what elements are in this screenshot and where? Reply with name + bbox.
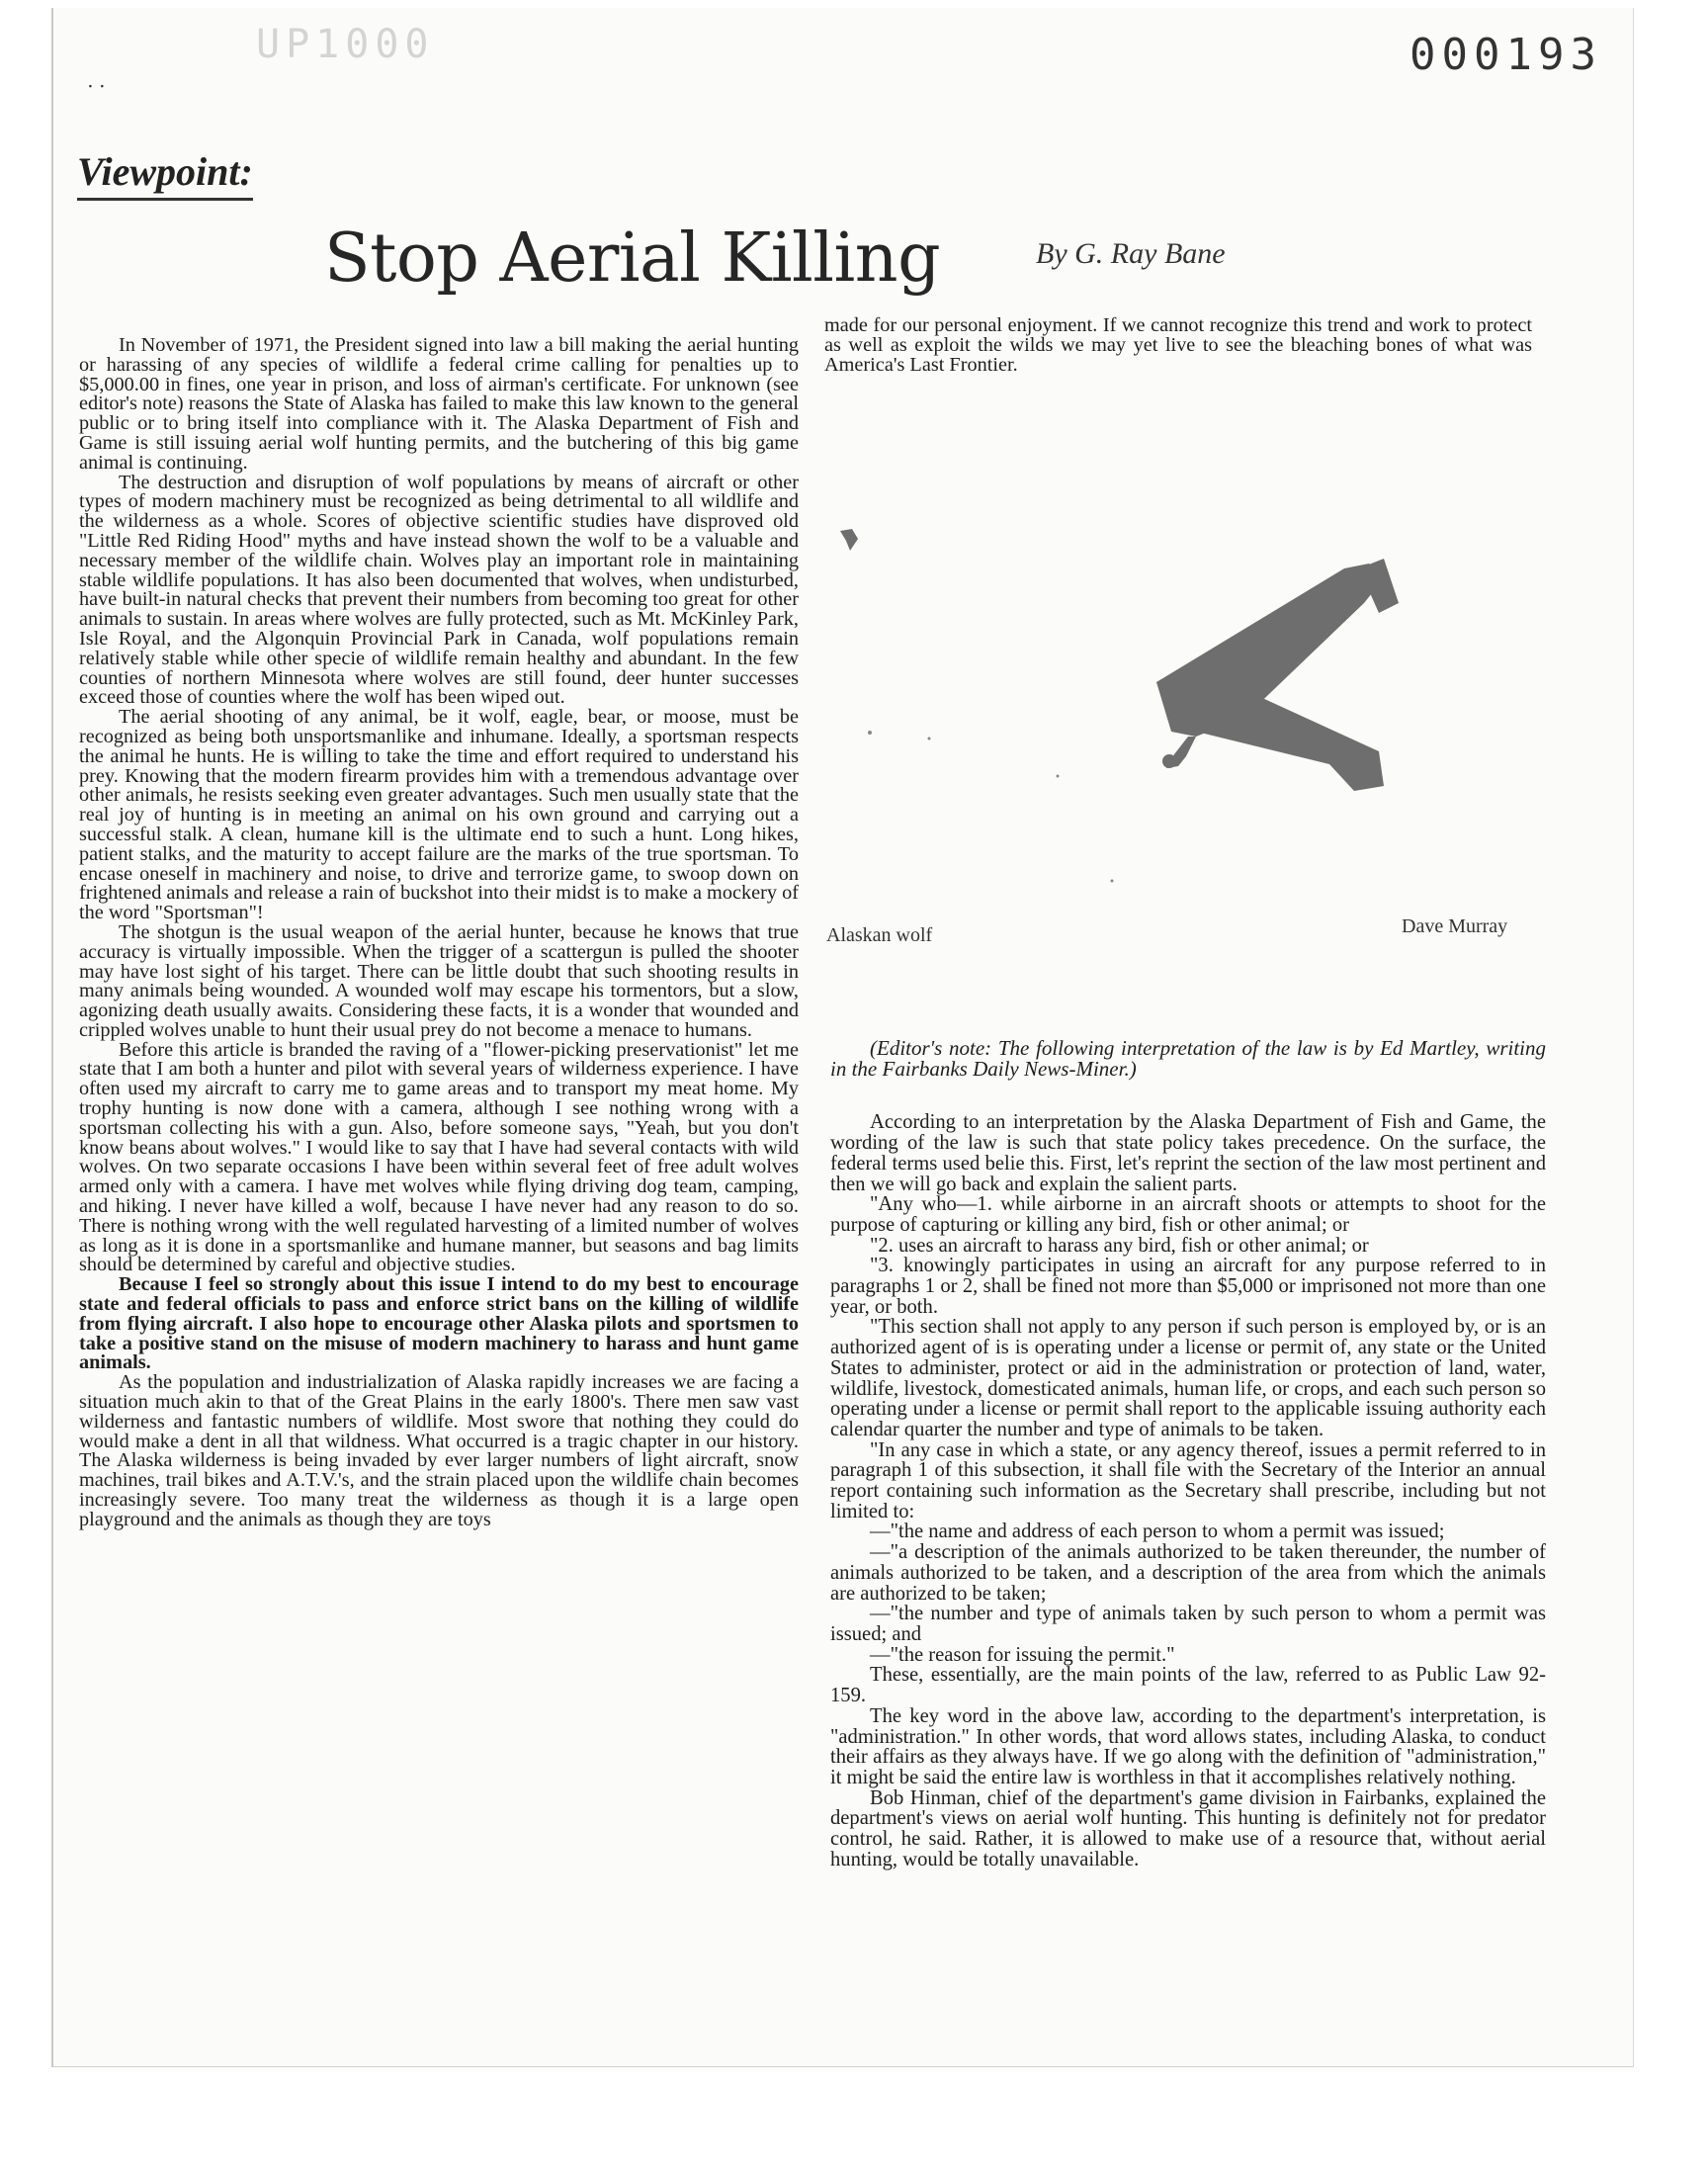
paragraph: made for our personal enjoyment. If we cannot recognize this trend and work to protect as well as exploit the wilds we may yet live to see the bleaching bones of what was America's Last Frontier. xyxy=(824,314,1532,376)
editors-note: (Editor's note: The following interpretation of the law is by Ed Martley, writing in the Fairbanks Daily News-Miner.) xyxy=(830,1036,1546,1081)
paragraph: "3. knowingly participates in using an aircraft for any purpose referred to in paragraphs 1 or 2, shall be fined not more than $5,000 or imprisoned not more than one year, or both. xyxy=(830,1255,1546,1318)
right-column xyxy=(830,1038,1546,1870)
paragraph: "Any who—1. while airborne in an aircraft shoots or attempts to shoot for the purpose of capturing or killing any bird, fish or other animal; or xyxy=(830,1193,1546,1236)
paragraph: In November of 1971, the President signed into law a bill making the aerial hunting or harassing of any species of wildlife a federal crime calling for penalties up to $5,000.00 in fines, one year in prison, and loss of airman's certificate. For unknown (see editor's note) reasons the State of Alaska has failed to make this law known to the general public or to bring itself into compliance with it. The Alaska Department of Fish and Game is still issuing aerial wolf hunting permits, and the butchering of this big game animal is continuing. xyxy=(79,334,799,474)
paragraph: These, essentially, are the main points of the law, referred to as Public Law 92-159. xyxy=(830,1664,1546,1707)
paragraph: The key word in the above law, according to the department's interpretation, is "administration." In other words, that word allows states, including Alaska, to conduct their affairs as they always have. If we go along with the definition of "administration," it might be said the entire law is worthless in that it accomplishes relatively nothing. xyxy=(830,1704,1546,1788)
section-kicker: Viewpoint: xyxy=(77,148,253,201)
article-headline: Stop Aerial Killing xyxy=(324,219,941,298)
paragraph: "In any case in which a state, or any agency thereof, issues a permit referred to in paragraph 1 of this subsection, it shall file with the Secretary of the Interior an annual report containing such information as the Secretary shall prescribe, including but not limited to: xyxy=(830,1438,1546,1522)
paragraph: "This section shall not apply to any person if such person is employed by, or is an authorized agent of is is operating under a license or permit of, any state or the United States to administer, protect or aid in the administration or protection of land, water, wildlife, livestock, domesticated animals, human life, or crops, and each such person so operating under a license or permit shall report to the applicable issuing authority each calendar quarter the number and type of animals to be taken. xyxy=(830,1316,1546,1440)
right-column-continuation xyxy=(824,316,1532,375)
paragraph: "2. uses an aircraft to harass any bird, fish or other animal; or xyxy=(870,1234,1369,1257)
photo-credit: Dave Murray xyxy=(1402,915,1508,937)
photo-caption: Alaskan wolf xyxy=(826,924,933,946)
faint-stamp-number: UP1000 xyxy=(256,22,435,67)
paragraph: —"the reason for issuing the permit." xyxy=(870,1643,1175,1666)
paragraph: The shotgun is the usual weapon of the aerial hunter, because he knows that true accuracy is virtually impossible. When the trigger of a scattergun is pulled the shooter may have lost sight of his target. There can be little doubt that such shooting results in many animals being wounded. A wounded wolf may escape his tormentors, but a slow, agonizing death usually awaits. Considering these facts, it is a wonder that wounded and crippled wolves unable to hunt their usual prey do not become a menace to humans. xyxy=(79,920,799,1041)
paragraph: —"a description of the animals authorized to be taken thereunder, the number of animals authorized to be taken, and a description of the area from which the animals are authorized to be taken; xyxy=(830,1541,1546,1605)
paragraph: As the population and industrialization of Alaska rapidly increases we are facing a situation much akin to that of the Great Plains in the early 1800's. There men saw vast wilderness and fantastic numbers of wildlife. Most swore that nothing they could do would make a dent in all that wildness. What occurred is a tragic chapter in our history. The Alaska wilderness is being invaded by ever larger numbers of light aircraft, snow machines, trail bikes and A.T.V.'s, and the strain placed upon the wildlife chain becomes increasingly severe. Too many treat the wilderness as though it is a large open playground and the animals as though they are toys xyxy=(79,1371,799,1530)
paragraph: —"the name and address of each person to whom a permit was issued; xyxy=(870,1521,1445,1543)
paragraph: —"the number and type of animals taken by such person to whom a permit was issued; and xyxy=(830,1603,1546,1645)
page-number-stamp: 000193 xyxy=(1409,30,1602,80)
left-column xyxy=(79,336,799,1530)
speck-marks: ⋅ ⋅ xyxy=(87,76,106,98)
airplane-icon xyxy=(840,529,1399,791)
paragraph: Bob Hinman, chief of the department's game division in Fairbanks, explained the department's views on aerial wolf hunting. This hunting is definitely not for predator control, he said. Rather, it is allowed to make use of a resource that, without aerial hunting, would be totally unavailable. xyxy=(830,1786,1546,1870)
airplane-photo xyxy=(830,509,1542,914)
article-byline: By G. Ray Bane xyxy=(1036,237,1226,270)
paragraph: The aerial shooting of any animal, be it wolf, eagle, bear, or moose, must be recognized as being both unsportsmanlike and inhumane. Ideally, a sportsman respects the animal he hunts. He is willing to take the time and effort required to understand his prey. Knowing that the modern firearm provides him with a tremendous advantage over other animals, he resists seeking even greater advantages. Such men usually state that the real joy of hunting is in meeting an animal on his own ground and carrying out a successful stalk. A clean, humane kill is the ultimate end to such a hunt. Long hikes, patient stalks, and the maturity to accept failure are the marks of the true sportsman. To encase oneself in machinery and noise, to drive and terrorize game, to swoop down on frightened animals and release a rain of buckshot into their midst is to make a mockery of the word "Sportsman"! xyxy=(79,706,799,924)
paragraph: According to an interpretation by the Alaska Department of Fish and Game, the wording of the law is such that state policy takes precedence. On the surface, the federal terms used belie this. First, let's reprint the section of the law most pertinent and then we will go back and explain the salient parts. xyxy=(830,1111,1546,1195)
paragraph: The destruction and disruption of wolf populations by means of aircraft or other types of modern machinery must be recognized as being detrimental to all wildlife and the wilderness as a whole. Scores of objective scientific studies have disproved old "Little Red Riding Hood" myths and have instead shown the wolf to be a valuable and necessary member of the wildlife chain. Wolves play an important role in maintaining stable wildlife populations. It has also been documented that wolves, when undisturbed, have built-in natural checks that prevent their numbers from becoming too great for other animals to sustain. In areas where wolves are fully protected, such as Mt. McKinley Park, Isle Royal, and the Algonquin Provincial Park in Canada, wolf populations remain relatively stable while other specie of wildlife remain healthy and abundant. In the few counties of northern Minnesota where wolves are still found, deer hunter successes exceed those of counties where the wolf has been wiped out. xyxy=(79,471,799,709)
paragraph: Because I feel so strongly about this issue I intend to do my best to encourage state and federal officials to pass and enforce strict bans on the killing of wildlife from flying aircraft. I also hope to encourage other Alaska pilots and sportsmen to take a positive stand on the misuse of modern machinery to harass and hunt game animals. xyxy=(79,1273,799,1374)
paragraph: Before this article is branded the raving of a "flower-picking preservationist" let me state that I am both a hunter and pilot with several years of wilderness experience. I have often used my aircraft to carry me to game areas and to transport my meat home. My trophy hunting is now done with a camera, although I see nothing wrong with a sportsman collecting his with a gun. Also, before someone says, "Yeah, but you don't know beans about wolves." I would like to say that I have had several contacts with wild wolves. On two separate occasions I have been within several feet of free adult wolves armed only with a camera. I have met wolves while flying driving dog team, camping, and hiking. I never have killed a wolf, because I have never had any reason to do so. There is nothing wrong with the well regulated harvesting of a limited number of wolves as long as it is done in a sportsmanlike and humane manner, but seasons and bag limits should be determined by careful and objective studies. xyxy=(79,1038,799,1276)
